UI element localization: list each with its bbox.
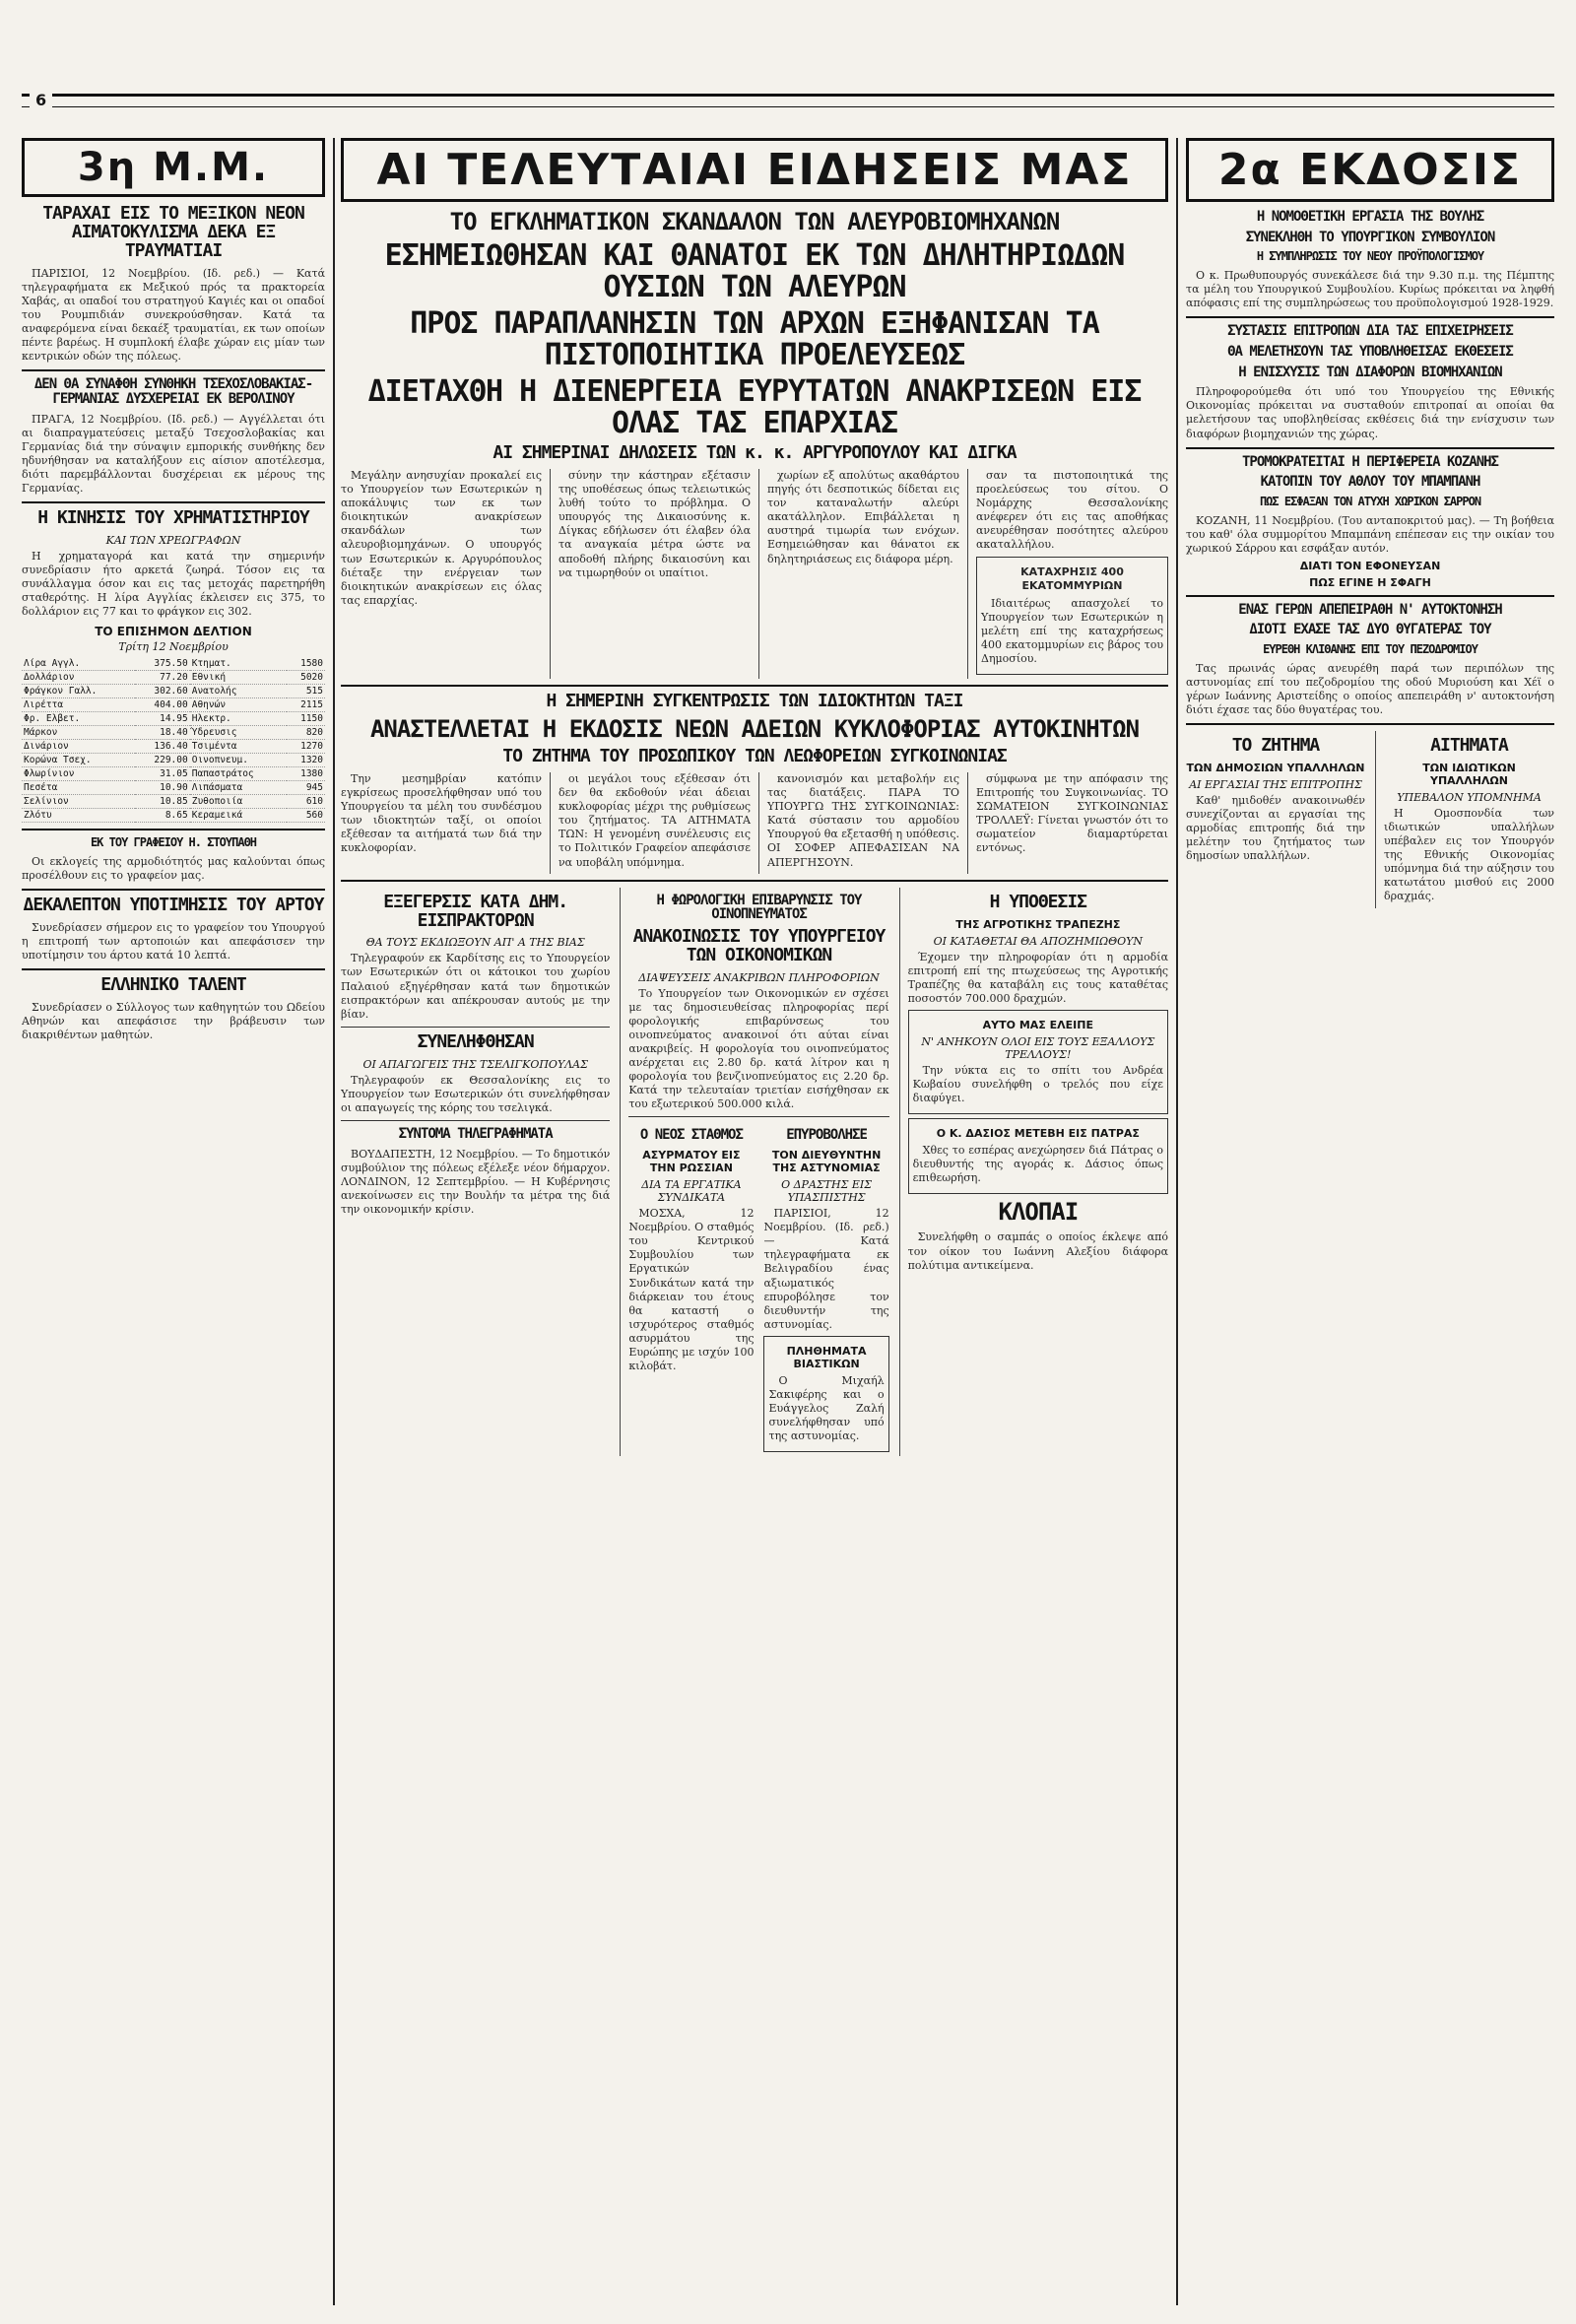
exchange-cell: 18.40 <box>135 726 190 740</box>
alcohol-tax-headline-3: ΔΙΑΨΕΥΣΕΙΣ ΑΝΑΚΡΙΒΩΝ ΠΛΗΡΟΦΟΡΙΩΝ <box>638 970 880 984</box>
committees-headline-2: ΘΑ ΜΕΛΕΤΗΣΟΥΝ ΤΑΣ ΥΠΟΒΛΗΘΕΙΣΑΣ ΕΚΘΕΣΕΙΣ <box>1227 343 1513 360</box>
right-column <box>1176 138 1554 2305</box>
exchange-cell: Λίρα Αγγλ. <box>22 657 135 671</box>
telegrams-headline: ΣΥΝΤΟΜΑ ΤΗΛΕΓΡΑΦΗΜΑΤΑ <box>398 1125 553 1142</box>
exchange-row <box>22 809 325 823</box>
lead-headline-1: ΤΟ ΕΓΚΛΗΜΑΤΙΚΟΝ ΣΚΑΝΔΑΛΟΝ ΤΩΝ ΑΛΕΥΡΟΒΙΟΜΗΧΑΝΩΝ <box>449 208 1060 235</box>
radio-story <box>628 1122 754 1456</box>
left-banner: 3η Μ.Μ. <box>22 138 325 197</box>
arrested-article: Τηλεγραφούν εκ Θεσσαλονίκης εις το Υπουργείον των Εσωτερικών ότι συνελήφθησαν οι απαγωγείς της κόρης του τσελιγκά. <box>341 1073 611 1114</box>
thefts-headline: ΚΛΟΠΑΙ <box>998 1198 1079 1227</box>
article-stoupathis-office: Οι εκλογείς της αρμοδιότητός μας καλούνται όπως προσέλθουν εις το γραφείον μας. <box>22 854 325 883</box>
exchange-cell: 77.20 <box>135 671 190 685</box>
committees-headline-3: Η ΕΝΙΣΧΥΣΙΣ ΤΩΝ ΔΙΑΦΟΡΩΝ ΒΙΟΜΗΧΑΝΙΩΝ <box>1238 364 1502 380</box>
exchange-cell: Οινοπνευμ. <box>190 754 287 767</box>
lower-center-grid <box>341 888 1168 1457</box>
shooting-subhead-2: Ο ΔΡΑΣΤΗΣ ΕΙΣ ΥΠΑΣΠΙΣΤΗΣ <box>781 1178 873 1205</box>
taxi-col-2: οι μεγάλοι τους εξέθεσαν ότι δεν θα εκδοθούν νέαι άδειαι κυκλοφορίας μέχρι της ρυθμίσεως του ζητήματος. ΤΑ ΑΙΤΗΜΑΤΑ ΤΩΝ: Η γενομένη συνέλευσις εις το Πολιτικόν Γραφείον απεφάσισε να υποβάλη υπόμνημα. <box>550 772 751 874</box>
exchange-cell: 404.00 <box>135 698 190 712</box>
exchange-row <box>22 657 325 671</box>
lead-headline-2: ΕΣΗΜΕΙΩΘΗΣΑΝ ΚΑΙ ΘΑΝΑΤΟΙ ΕΚ ΤΩΝ ΔΗΛΗΤΗΡΙΩΔΩΝ ΟΥΣΙΩΝ ΤΩΝ ΑΛΕΥΡΩΝ <box>384 238 1125 304</box>
kozani-headline-1: ΤΡΟΜΟΚΡΑΤΕΙΤΑΙ Η ΠΕΡΙΦΕΡΕΙΑ ΚΟΖΑΝΗΣ <box>1241 453 1498 470</box>
exchange-row <box>22 781 325 795</box>
exchange-cell: Φλωρίνιον <box>22 767 135 781</box>
headline-stoupathis-office: ΕΚ ΤΟΥ ΓΡΑΦΕΙΟΥ Η. ΣΤΟΥΠΑΘΗ <box>90 835 257 850</box>
exchange-cell: Σελίνιον <box>22 795 135 809</box>
taxi-col-3: κανονισμόν και μεταβολήν εις τας διατάξεις. ΠΑΡΑ ΤΟ ΥΠΟΥΡΓΩ ΤΗΣ ΣΥΓΚΟΙΝΩΝΙΑΣ: Κατά σύστασιν του αρμοδίου Υπουργού θα εξετασθή η υπόθεσις. ΟΙ ΣΟΦΕΡ ΑΠΕΦΑΣΙΣΑΝ ΝΑ ΑΠΕΡΓΗΣΟΥΝ. <box>758 772 959 874</box>
exchange-cell: 515 <box>287 685 325 698</box>
public-employees-subhead: ΤΩΝ ΔΗΜΟΣΙΩΝ ΥΠΑΛΛΗΛΩΝ <box>1186 761 1365 774</box>
lead-headline-5: ΑΙ ΣΗΜΕΡΙΝΑΙ ΔΗΛΩΣΕΙΣ ΤΩΝ κ. κ. ΑΡΓΥΡΟΠΟΥΛΟΥ ΚΑΙ ΔΙΓΚΑ <box>492 442 1017 464</box>
employees-grid <box>1186 731 1554 907</box>
exchange-cell: 1270 <box>287 740 325 754</box>
exchange-cell: 136.40 <box>135 740 190 754</box>
alcohol-tax-headline-1: Η ΦΩΡΟΛΟΓΙΚΗ ΕΠΙΒΑΡΥΝΣΙΣ ΤΟΥ ΟΙΝΟΠΝΕΥΜΑΤΟΣ <box>656 892 862 923</box>
committees-headline-1: ΣΥΣΤΑΣΙΣ ΕΠΙΤΡΟΠΩΝ ΔΙΑ ΤΑΣ ΕΠΙΧΕΙΡΗΣΕΙΣ <box>1227 323 1513 340</box>
private-employees-subhead-2: ΥΠΕΒΑΛΟΝ ΥΠΟΜΝΗΜΑ <box>1397 790 1542 804</box>
center-column <box>341 138 1168 2305</box>
exchange-cell: Δινάριον <box>22 740 135 754</box>
exchange-cell: Φράγκον Γαλλ. <box>22 685 135 698</box>
radio-headline: Ο ΝΕΟΣ ΣΤΑΘΜΟΣ <box>639 1127 743 1144</box>
madmen-title: ΑΥΤΟ ΜΑΣ ΕΛΕΙΠΕ <box>982 1018 1093 1031</box>
public-employees-subhead-2: ΑΙ ΕΡΓΑΣΙΑΙ ΤΗΣ ΕΠΙΤΡΟΠΗΣ <box>1189 777 1362 791</box>
subhead-stock-exchange: ΚΑΙ ΤΩΝ ΧΡΕΩΓΡΑΦΩΝ <box>105 533 241 547</box>
headline-mexico: ΤΑΡΑΧΑΙ ΕΙΣ ΤΟ ΜΕΞΙΚΟΝ ΝΕΟΝ ΑΙΜΑΤΟΚΥΛΙΣΜΑ ΔΕΚΑ ΕΞ ΤΡΑΥΜΑΤΙΑΙ <box>42 203 304 261</box>
radio-article: ΜΟΣΧΑ, 12 Νοεμβρίου. Ο σταθμός του Κεντρικού Συμβουλίου των Εργατικών Συνδικάτων κατά την διάρκειαν του έτους θα καταστή ο ισχυρότερος σταθμός ασυρμάτου της Ευρώπης με ισχύν 100 κιλοβάτ. <box>628 1207 755 1373</box>
radio-police-grid <box>628 1122 888 1456</box>
exchange-cell: 14.95 <box>135 712 190 726</box>
left-column <box>22 138 335 2305</box>
exchange-cell: 2115 <box>287 698 325 712</box>
exchange-title: ΤΟ ΕΠΙΣΗΜΟΝ ΔΕΛΤΙΟΝ <box>95 625 252 639</box>
private-employees-headline: ΑΙΤΗΜΑΤΑ <box>1430 735 1508 757</box>
exchange-row <box>22 754 325 767</box>
exchange-cell: Κεραμεικά <box>190 809 287 823</box>
arrested-subhead: ΟΙ ΑΠΑΓΩΓΕΙΣ ΤΗΣ ΤΣΕΛΙΓΚΟΠΟΥΛΑΣ <box>362 1057 588 1071</box>
lead-headline-3: ΠΡΟΣ ΠΑΡΑΠΛΑΝΗΣΙΝ ΤΩΝ ΑΡΧΩΝ ΕΞΗΦΑΝΙΣΑΝ ΤΑ ΠΙΣΤΟΠΟΙΗΤΙΚΑ ΠΡΟΕΛΕΥΣΕΩΣ <box>410 306 1099 372</box>
uprising-headline: ΕΞΕΓΕΡΣΙΣ ΚΑΤΑ ΔΗΜ. ΕΙΣΠΡΑΚΤΟΡΩΝ <box>383 891 568 931</box>
exchange-cell: 820 <box>287 726 325 740</box>
shooting-article: ΠΑΡΙΣΙΟΙ, 12 Νοεμβρίου. (Ιδ. ρεδ.) — Κατά τηλεγραφήματα εκ Βελιγραδίου ένας αξιωματικός επυροβόλησε τον διευθυντήν της αστυνομίας. <box>763 1207 889 1331</box>
exchange-cell: Πεσέτα <box>22 781 135 795</box>
taxi-headline-3: ΤΟ ΖΗΤΗΜΑ ΤΟΥ ΠΡΟΣΩΠΙΚΟΥ ΤΩΝ ΛΕΩΦΟΡΕΙΩΝ ΣΥΓΚΟΙΝΩΝΙΑΣ <box>502 746 1007 767</box>
exchange-cell: Δολλάριον <box>22 671 135 685</box>
exchange-cell: Κορώνα Τσεχ. <box>22 754 135 767</box>
exchange-row <box>22 671 325 685</box>
exchange-cell: Ηλεκτρ. <box>190 712 287 726</box>
lead-col-3: χωρίων εξ απολύτως ακαθάρτου πηγής ότι δεσποτικώς δίδεται εις τον καταναλωτήν αλεύρι ακατάλληλον. Επιβάλλεται η αυστηρά τιμωρία των ενόχων. Εσημειώθησαν και θάνατοι εκ δηλητηριάσεως εις διάφορα μέρη. <box>758 469 959 679</box>
violent-title: ΠΛΗΘΗΜΑΤΑ ΒΙΑΣΤΙΚΩΝ <box>786 1344 867 1370</box>
headline-greek-talent: ΕΛΛΗΝΙΚΟ ΤΑΛΕΝΤ <box>100 974 246 996</box>
lead-headline-4: ΔΙΕΤΑΧΘΗ Η ΔΙΕΝΕΡΓΕΙΑ ΕΥΡΥΤΑΤΩΝ ΑΝΑΚΡΙΣΕΩΝ ΕΙΣ ΟΛΑΣ ΤΑΣ ΕΠΑΡΧΙΑΣ <box>367 374 1142 440</box>
old-man-article: Τας πρωινάς ώρας ανευρέθη παρά των περιπόλων της αστυνομίας επί του πεζοδρομίου της οδού Μυριούση και Χέϊ ο γέρων Ιωάννης Αριστείδης ο οποίος απεπειράθη ν' αυτοκτονήση διότι έχασε τας δύο θυγατέρας του. <box>1186 661 1554 716</box>
embezzlement-title: ΚΑΤΑΧΡΗΣΙΣ 400 ΕΚΑΤΟΜΜΥΡΙΩΝ <box>1020 564 1124 592</box>
committees-article: Πληροφορούμεθα ότι υπό του Υπουργείου της Εθνικής Οικονομίας πρόκειται να συσταθούν επιτροπαί αι οποίαι θα μελετήσουν τας υποβληθείσας εκθέσεις διά την ενίσχυσιν των διαφόρων βιομηχανιών της χώρας. <box>1186 385 1554 440</box>
shooting-story <box>763 1122 888 1456</box>
exchange-cell: Κτηματ. <box>190 657 287 671</box>
exchange-cell: 560 <box>287 809 325 823</box>
page-number: 6 <box>30 91 52 109</box>
exchange-cell: 1380 <box>287 767 325 781</box>
exchange-cell: Ζυθοποιία <box>190 795 287 809</box>
alcohol-tax-headline-2: ΑΝΑΚΟΙΝΩΣΙΣ ΤΟΥ ΥΠΟΥΡΓΕΙΟΥ ΤΩΝ ΟΙΚΟΝΟΜΙΚΩΝ <box>632 925 886 965</box>
exchange-cell: Φρ. Ελβετ. <box>22 712 135 726</box>
embezzlement-box: ΚΑΤΑΧΡΗΣΙΣ 400 ΕΚΑΤΟΜΜΥΡΙΩΝ Ιδιαιτέρως απασχολεί το Υπουργείον των Εσωτερικών η μελέτη επί της καταχρήσεως 400 εκατομμυρίων εις βάρος του Δημοσίου. <box>976 557 1168 676</box>
exchange-cell: Ύδρευσις <box>190 726 287 740</box>
taxi-col-1: Την μεσημβρίαν κατόπιν εγκρίσεως προσελήφθησαν υπό του Υπουργείου τα μέλη του συνδέσμου των ιδιοκτητών ταξί, οι οποίοι εξέθεσαν τα αιτήματά των διά την κυκλοφορίαν. <box>341 772 542 855</box>
kozani-subhead-2: ΠΩΣ ΕΓΙΝΕ Η ΣΦΑΓΗ <box>1309 575 1431 589</box>
radio-subhead: ΑΣΥΡΜΑΤΟΥ ΕΙΣ ΤΗΝ ΡΩΣΣΙΑΝ <box>642 1149 741 1175</box>
uprising-article: Τηλεγραφούν εκ Καρδίτσης εις το Υπουργείον των Εσωτερικών ότι οι κάτοικοι του χωρίου Παλαιού εξηγέρθησαν κατά των δημοτικών εισπρακτόρων και απέκρουσαν αυτούς με την βίαν. <box>341 952 611 1021</box>
lower-center-middle <box>620 888 888 1457</box>
exchange-cell: Τσιμέντα <box>190 740 287 754</box>
article-mexico: ΠΑΡΙΣΙΟΙ, 12 Νοεμβρίου. (Ιδ. ρεδ.) — Κατά τηλεγραφήματα εκ Μεξικού πρός τα πρακτορεία Χαβάς, αι οπαδοί του στρατηγού Καγιές και οι οπαδοί του Ρουμπιδιάν συνεκρούσθησαν. Κατά τα αναφερόμενα είναι δεκαέξ τραυματίαι, εκ των οποίων πέντε βαρέως. Η συμπλοκή έλαβε χώραν εις μίαν των κεντρικών οδών της πόλεως. <box>22 266 325 364</box>
bank-headline: Η ΥΠΟΘΕΣΙΣ <box>989 891 1087 912</box>
radio-subhead-2: ΔΙΑ ΤΑ ΕΡΓΑΤΙΚΑ ΣΥΝΔΙΚΑΤΑ <box>641 1178 742 1205</box>
exchange-cell: 610 <box>287 795 325 809</box>
exchange-row <box>22 685 325 698</box>
exchange-row <box>22 740 325 754</box>
parliament-article: Ο κ. Πρωθυπουργός συνεκάλεσε διά την 9.30 π.μ. της Πέμπτης τα μέλη του Υπουργικού Συμβουλίου. Κυρίως πρόκειται να ληφθή απόφασις επί της συμπληρώσεως του προϋπολογισμού 1928-1929. <box>1186 268 1554 310</box>
exchange-cell: Ανατολής <box>190 685 287 698</box>
thefts-article: Συνελήφθη ο σαμπάς ο οποίος έκλεψε από τον οίκον του Ιωάννη Αλεξίου διάφορα πολύτιμα αντικείμενα. <box>907 1230 1168 1272</box>
exchange-row <box>22 698 325 712</box>
exchange-row <box>22 795 325 809</box>
exchange-cell: 375.50 <box>135 657 190 671</box>
violent-box: ΠΛΗΘΗΜΑΤΑ ΒΙΑΣΤΙΚΩΝ Ο Μιχαήλ Σακιφέρης και ο Ευάγγελος Ζαλή συνελήφθησαν υπό της αστυνομίας. <box>763 1336 888 1452</box>
arrested-headline: ΣΥΝΕΛΗΦΘΗΣΑΝ <box>417 1030 534 1052</box>
madmen-subtitle: Ν' ΑΝΗΚΟΥΝ ΟΛΟΙ ΕΙΣ ΤΟΥΣ ΕΞΑΛΛΟΥΣ ΤΡΕΛΛΟΥΣ! <box>921 1034 1155 1061</box>
exchange-row <box>22 767 325 781</box>
article-bread-price: Συνεδρίασεν σήμερον εις το γραφείον του Υπουργού η επιτροπή των αρτοποιών και απεφάσισεν την υποτίμησιν του άρτου κατά 10 λεπτά. <box>22 920 325 963</box>
exchange-cell: 31.05 <box>135 767 190 781</box>
exchange-cell: 1580 <box>287 657 325 671</box>
top-rule <box>22 94 1554 107</box>
exchange-row <box>22 712 325 726</box>
parliament-headline-1: Η ΝΟΜΟΘΕΤΙΚΗ ΕΡΓΑΣΙΑ ΤΗΣ ΒΟΥΛΗΣ <box>1256 209 1484 225</box>
exchange-cell: Αθηνών <box>190 698 287 712</box>
exchange-cell: 10.85 <box>135 795 190 809</box>
article-stock-exchange: Η χρηματαγορά και κατά την σημερινήν συνεδρίασιν ήτο αρκετά ζωηρά. Τόσον εις τα συνάλλαγμα όσον και εις τας μετοχάς παρετηρήθη σταθερότης. Η λίρα Αγγλίας έκλεισεν εις 375, το δολλάριον εις 77 και το φράγκον εις 302. <box>22 549 325 619</box>
exchange-date: Τρίτη 12 Νοεμβρίου <box>118 640 229 654</box>
lower-center-left <box>341 888 610 1457</box>
right-banner: 2α ΕΚΔΟΣΙΣ <box>1186 138 1554 202</box>
article-greek-talent: Συνεδρίασεν ο Σύλλογος των καθηγητών του Ωδείου Αθηνών και απεφάσισε την βράβευσιν των διακριθέντων μαθητών. <box>22 1001 325 1042</box>
exchange-cell: Λιπάσματα <box>190 781 287 795</box>
old-man-headline-3: ΕΥΡΕΘΗ ΚΛΙΘΑΝΗΣ ΕΠΙ ΤΟΥ ΠΕΖΟΔΡΟΜΙΟΥ <box>1263 642 1478 657</box>
taxi-col-4: σύμφωνα με την απόφασιν της Επιτροπής του Συγκοινωνίας. ΤΟ ΣΩΜΑΤΕΙΟΝ ΣΥΓΚΟΙΝΩΝΙΑΣ ΤΡΟΛΛΕΫ: Γίνεται γνωστόν ότι το σωματείον διαμαρτύρεται εντόνως. <box>967 772 1168 874</box>
exchange-table <box>22 657 325 823</box>
bank-article: Έχομεν την πληροφορίαν ότι η αρμοδία επιτροπή επί της πτωχεύσεως της Αγροτικής Τραπέζης θα καταβάλη εις τους καταθέτας ποσοστόν 700.000 δραχμών. <box>907 950 1168 1005</box>
telegrams-article: ΒΟΥΔΑΠΕΣΤΗ, 12 Νοεμβρίου. — Το δημοτικόν συμβούλιον της πόλεως εξέλεξε νέον δήμαρχον. ΛΟΝΔΙΝΟΝ, 12 Σεπτεμβρίου. — Η Κυβέρνησις ανεκοίνωσεν εις την Βουλήν τα μέτρα της διά την οικονομικήν κρίσιν. <box>341 1147 611 1216</box>
public-employees-story <box>1186 731 1365 907</box>
dasios-box: Ο Κ. ΔΑΣΙΟΣ ΜΕΤΕΒΗ ΕΙΣ ΠΑΤΡΑΣ Χθες το εσπέρας ανεχώρησεν διά Πάτρας ο διευθυντής της αγοράς κ. Δάσιος όπως επιθεωρήση. <box>908 1118 1168 1194</box>
kozani-headline-2: ΚΑΤΟΠΙΝ ΤΟΥ ΑΘΛΟΥ ΤΟΥ ΜΠΑΜΠΑΝΗ <box>1260 474 1480 491</box>
parliament-headline-2: ΣΥΝΕΚΛΗΘΗ ΤΟ ΥΠΟΥΡΓΙΚΟΝ ΣΥΜΒΟΥΛΙΟΝ <box>1245 229 1495 245</box>
private-employees-story <box>1375 731 1554 907</box>
private-employees-article: Η Ομοσπονδία των ιδιωτικών υπαλλήλων υπέβαλεν εις τον Υπουργόν της Εθνικής Οικονομίας υπόμνημα διά την αύξησιν του κατωτάτου μισθού εις 2000 δραχμάς. <box>1384 806 1554 903</box>
exchange-cell: 945 <box>287 781 325 795</box>
article-czech-germany: ΠΡΑΓΑ, 12 Νοεμβρίου. (Ιδ. ρεδ.) — Αγγέλλεται ότι αι διαπραγματεύσεις μεταξύ Τσεχοσλοβακίας και Γερμανίας διά την σύναψιν εμπορικής συνθήκης δεν ηδυνήθησαν να καταλήξουν εις αίσιον αποτέλεσμα, διότι παρεμβάλλονται δυσχέρειαι εκ μέρους της Γερμανίας. <box>22 412 325 495</box>
exchange-cell: 1150 <box>287 712 325 726</box>
bank-subhead: ΤΗΣ ΑΓΡΟΤΙΚΗΣ ΤΡΑΠΕΖΗΣ <box>955 917 1121 931</box>
headline-bread-price: ΔΕΚΑΛΕΠΤΟΝ ΥΠΟΤΙΜΗΣΙΣ ΤΟΥ ΑΡΤΟΥ <box>23 895 324 916</box>
exchange-cell: 229.00 <box>135 754 190 767</box>
headline-stock-exchange: Η ΚΙΝΗΣΙΣ ΤΟΥ ΧΡΗΜΑΤΙΣΤΗΡΙΟΥ <box>37 507 309 529</box>
parliament-headline-3: Η ΣΥΜΠΛΗΡΩΣΙΣ ΤΟΥ ΝΕΟΥ ΠΡΟΫΠΟΛΟΓΙΣΜΟΥ <box>1256 249 1484 264</box>
taxi-headline-1: Η ΣΗΜΕΡΙΝΗ ΣΥΓΚΕΝΤΡΩΣΙΣ ΤΩΝ ΙΔΙΟΚΤΗΤΩΝ ΤΑΞΙ <box>546 691 963 712</box>
center-banner: ΑΙ ΤΕΛΕΥΤΑΙΑΙ ΕΙΔΗΣΕΙΣ ΜΑΣ <box>341 138 1168 202</box>
exchange-cell: 10.90 <box>135 781 190 795</box>
taxi-article-columns <box>341 772 1168 874</box>
old-man-headline-2: ΔΙΟΤΙ ΕΧΑΣΕ ΤΑΣ ΔΥΟ ΘΥΓΑΤΕΡΑΣ ΤΟΥ <box>1249 622 1491 638</box>
private-employees-subhead: ΤΩΝ ΙΔΙΩΤΙΚΩΝ ΥΠΑΛΛΗΛΩΝ <box>1422 761 1516 787</box>
exchange-cell: Εθνική <box>190 671 287 685</box>
exchange-cell: Λιρέττα <box>22 698 135 712</box>
public-employees-article: Καθ' ημιδοθέν ανακοινωθέν συνεχίζονται αι εργασίαι της αρμοδίας επιτροπής διά την μελέτην του ζητήματος των δημοσίων υπαλλήλων. <box>1186 793 1365 863</box>
exchange-cell: Μάρκον <box>22 726 135 740</box>
exchange-cell: Παπαστράτος <box>190 767 287 781</box>
lead-col-4: σαν τα πιστοποιητικά της προελεύσεως του σίτου. Ο Νομάρχης Θεσσαλονίκης ανέφερεν ότι εις τας αποθήκας ανευρέθησαν ποσότητες αλεύρου ακαταλλήλου. ΚΑΤΑΧΡΗΣΙΣ 400 ΕΚΑΤΟΜΜΥΡΙΩΝ Ιδιαιτέρως απασχολεί το Υπουργείον των Εσωτερικών η μελέτη επί της καταχρήσεως 400 εκατομμυρίων εις βάρος του Δημοσίου. <box>967 469 1168 679</box>
bank-subhead-2: ΟΙ ΚΑΤΑΘΕΤΑΙ ΘΑ ΑΠΟΖΗΜΙΩΘΟΥΝ <box>933 934 1144 948</box>
public-employees-headline: ΤΟ ΖΗΤΗΜΑ <box>1231 735 1320 757</box>
lower-center-right <box>899 888 1168 1457</box>
dasios-title: Ο Κ. ΔΑΣΙΟΣ ΜΕΤΕΒΗ ΕΙΣ ΠΑΤΡΑΣ <box>936 1127 1140 1141</box>
lead-col-2: σύνην την κάστηραν εξέτασιν της υποθέσεως όπως τελειωτικώς λυθή τούτο το πρόβλημα. Ο υπουργός της Δικαιοσύνης κ. Δίγκας εδήλωσεν ότι έλαβεν όλα τα αναγκαία μέτρα ώστε να αποδοθή πλήρης δικαιοσύνη και να τιμωρηθούν οι υπαίτιοι. <box>550 469 751 679</box>
madmen-box: ΑΥΤΟ ΜΑΣ ΕΛΕΙΠΕ Ν' ΑΝΗΚΟΥΝ ΟΛΟΙ ΕΙΣ ΤΟΥΣ ΕΞΑΛΛΟΥΣ ΤΡΕΛΛΟΥΣ! Την νύκτα εις το σπίτι του Ανδρέα Κωβαίου συνελήφθη ο τρελός που είχε διαφύγει. <box>908 1010 1168 1114</box>
exchange-cell: 1320 <box>287 754 325 767</box>
shooting-headline: ΕΠΥΡΟΒΟΛΗΣΕ <box>786 1127 867 1144</box>
shooting-subhead: ΤΟΝ ΔΙΕΥΘΥΝΤΗΝ ΤΗΣ ΑΣΤΥΝΟΜΙΑΣ <box>771 1149 882 1175</box>
headline-czech-germany: ΔΕΝ ΘΑ ΣΥΝΑΦΘΗ ΣΥΝΘΗΚΗ ΤΣΕΧΟΣΛΟΒΑΚΙΑΣ-ΓΕΡΜΑΝΙΑΣ ΔΥΣΧΕΡΕΙΑΙ ΕΚ ΒΕΡΟΛΙΝΟΥ <box>33 376 313 407</box>
uprising-subhead: ΘΑ ΤΟΥΣ ΕΚΔΙΩΞΟΥΝ ΑΠ' Α ΤΗΣ ΒΙΑΣ <box>365 936 585 950</box>
alcohol-tax-article: Το Υπουργείον των Οικονομικών εν σχέσει με τας δημοσιευθείσας πληροφορίας περί φορολογικής επιβαρύνσεως του οινοπνεύματος ανακοινοί ότι αύται είναι ανακριβείς. Η φορολογία του οινοπνεύματος ανέρχεται εις 2.80 δρ. κατά λίτρον και η φορολογία του βενζινοπνεύματος εις 2.20 δρ. Κατά την τελευταίαν τριετίαν εισήχθησαν εκ του εξωτερικού 500.000 κιλά. <box>628 986 889 1111</box>
lead-col-1: Μεγάλην ανησυχίαν προκαλεί εις το Υπουργείον των Εσωτερικών η αποκάλυψις των εκ των διοικητικών ανακρίσεων σκανδάλων των αλευροβιομηχάνων. Ο υπουργός των Εσωτερικών κ. Αργυρόπουλος διέταξε την ενέργειαν των διοικητικών ανακρίσεων εις όλας τας επαρχίας. <box>341 469 542 607</box>
exchange-cell: Ζλότυ <box>22 809 135 823</box>
kozani-headline-3: ΠΩΣ ΕΣΦΑΞΑΝ ΤΟΝ ΑΤΥΧΗ ΧΩΡΙΚΟΝ ΣΑΡΡΟΝ <box>1259 494 1481 508</box>
kozani-article: ΚΟΖΑΝΗ, 11 Νοεμβρίου. (Του ανταποκριτού μας). — Τη βοήθεια του καθ' όλα συμμορίτου Μπαμπάνη επέπεσαν εις την οικίαν του χωρικού Σάρρου και εσφάξαν αυτόν. <box>1186 513 1554 555</box>
lead-article-columns <box>341 469 1168 679</box>
taxi-headline-2: ΑΝΑΣΤΕΛΛΕΤΑΙ Η ΕΚΔΟΣΙΣ ΝΕΩΝ ΑΔΕΙΩΝ ΚΥΚΛΟΦΟΡΙΑΣ ΑΥΤΟΚΙΝΗΤΩΝ <box>369 714 1140 743</box>
exchange-cell: 8.65 <box>135 809 190 823</box>
exchange-row <box>22 726 325 740</box>
old-man-headline-1: ΕΝΑΣ ΓΕΡΩΝ ΑΠΕΠΕΙΡΑΘΗ Ν' ΑΥΤΟΚΤΟΝΗΣΗ <box>1238 601 1502 618</box>
exchange-cell: 5020 <box>287 671 325 685</box>
kozani-subhead-1: ΔΙΑΤΙ ΤΟΝ ΕΦΟΝΕΥΣΑΝ <box>1299 559 1441 572</box>
exchange-cell: 302.60 <box>135 685 190 698</box>
